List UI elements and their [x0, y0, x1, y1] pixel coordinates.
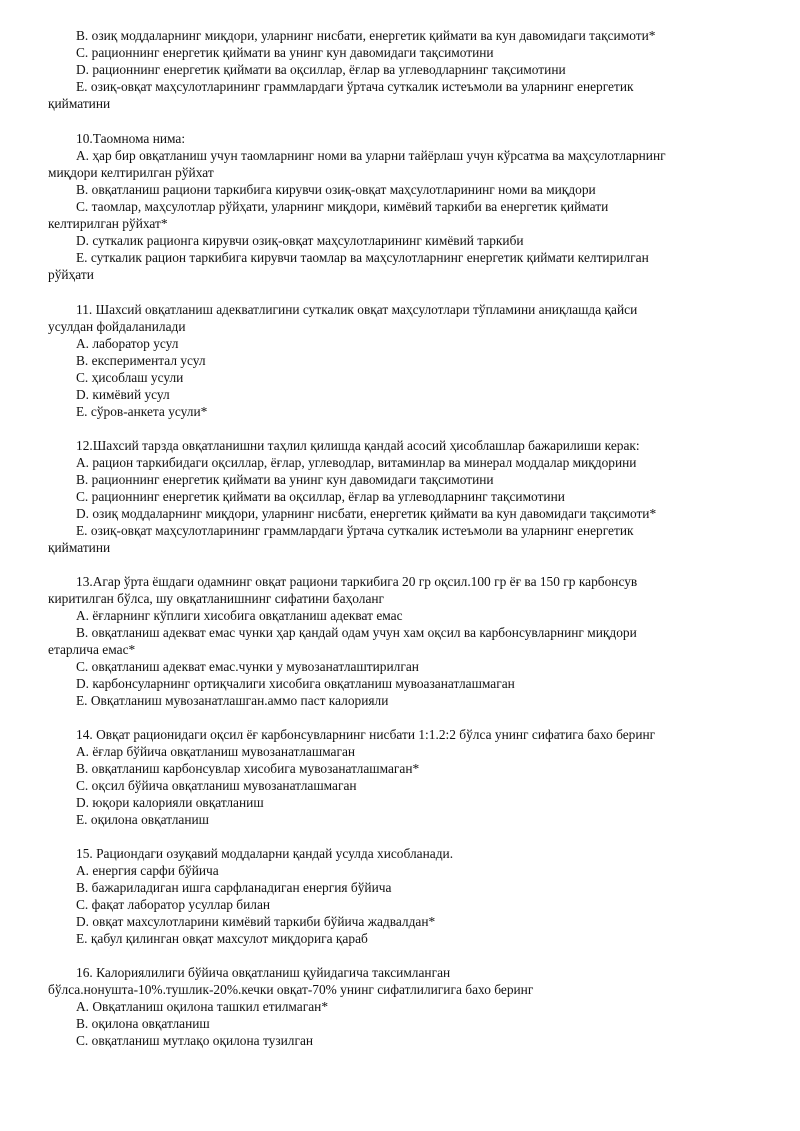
text-line: A. Овқатланиш оқилона ташкил етилмаган* — [76, 999, 329, 1014]
question-block — [48, 726, 748, 828]
text-line: 14. Овқат рационидаги оқсил ёғ карбонсувларнинг нисбати 1:1.2:2 бўлса унинг сифатига бахо беринг — [76, 727, 656, 742]
text-line: 15. Рациондаги озуқавий моддаларни қандай усулда хисобланади. — [76, 846, 454, 861]
text-line: C. овқатланиш мутлақо оқилона тузилган — [76, 1033, 314, 1048]
question-block — [48, 130, 748, 283]
text-line: D. овқат махсулотларини кимёвий таркиби бўйича жадвалдан* — [76, 914, 436, 929]
text-line: C. таомлар, маҳсулотлар рўйҳати, уларнинг миқдори, кимёвий таркиби ва енергетик қиймати — [76, 199, 609, 214]
question-block — [48, 964, 748, 1049]
text-line: A. енергия сарфи бўйича — [76, 863, 219, 878]
question-block — [48, 437, 748, 556]
text-line: A. ёғлар бўйича овқатланиш мувозанатлашмаган — [76, 744, 356, 759]
text-line: B. експериментал усул — [76, 353, 206, 368]
text-line: B. овқатланиш карбонсувлар хисобига мувозанатлашмаган* — [76, 761, 420, 776]
text-line: бўлса.нонушта-10%.тушлик-20%.кечки овқат-70% унинг сифатлилигига бахо беринг — [48, 982, 534, 997]
text-line: 10.Таомнома нима: — [76, 131, 186, 146]
question-block — [48, 301, 748, 420]
text-line: келтирилган рўйхат* — [48, 216, 168, 231]
text-line: усулдан фойдаланилади — [48, 319, 186, 334]
text-line: B. рационнинг енергетик қиймати ва унинг кун давомидаги тақсимотини — [76, 472, 494, 487]
text-line: қийматини — [48, 540, 111, 555]
text-line: C. оқсил бўйича овқатланиш мувозанатлашмаган — [76, 778, 357, 793]
text-line: E. Овқатланиш мувозанатлашган.аммо паст калорияли — [76, 693, 389, 708]
text-line: C. овқатланиш адекват емас.чунки у мувозанатлаштирилган — [76, 659, 419, 674]
text-line: киритилган бўлса, шу овқатланишнинг сифатини баҳоланг — [48, 591, 385, 606]
text-line: B. оқилона овқатланиш — [76, 1016, 210, 1031]
text-line: C. фақат лаборатор усуллар билан — [76, 897, 271, 912]
text-line: E. озиқ-овқат маҳсулотларининг граммлардаги ўртача суткалик истеъмоли ва уларнинг енергетик — [76, 79, 634, 94]
text-line: B. овқатланиш адекват емас чунки ҳар қандай одам учун хам оқсил ва карбонсувларнинг миқдори — [76, 625, 637, 640]
text-line: E. суткалик рацион таркибига кирувчи таомлар ва маҳсулотларнинг енергетик қиймати келтирилган — [76, 250, 649, 265]
text-line: D. суткалик рационга кирувчи озиқ-овқат маҳсулотларининг кимёвий таркиби — [76, 233, 524, 248]
text-line: A. ҳар бир овқатланиш учун таомларнинг номи ва уларни тайёрлаш учун кўрсатма ва маҳсулотларнинг — [76, 148, 666, 163]
text-line: A. рацион таркибидаги оқсиллар, ёғлар, углеводлар, витаминлар ва минерал моддалар миқдорини — [76, 455, 637, 470]
text-line: 13.Агар ўрта ёшдаги одамнинг овқат рациони таркибига 20 гр оқсил.100 гр ёғ ва 150 гр карбонсув — [76, 574, 638, 589]
text-line: рўйҳати — [48, 267, 94, 282]
text-line: 16. Калориялилиги бўйича овқатланиш қуйидагича таксимланган — [76, 965, 451, 980]
text-line: 12.Шахсий тарзда овқатланишни таҳлил қилишда қандай асосий ҳисоблашлар бажарилиши керак: — [76, 438, 640, 453]
text-line: E. қабул қилинган овқат махсулот миқдорига қараб — [76, 931, 368, 946]
text-line: C. ҳисоблаш усули — [76, 370, 184, 385]
text-line: E. сўров-анкета усули* — [76, 404, 208, 419]
text-line: D. кимёвий усул — [76, 387, 170, 402]
question-block — [48, 573, 748, 709]
text-line: A. лаборатор усул — [76, 336, 179, 351]
text-line: миқдори келтирилган рўйхат — [48, 165, 214, 180]
text-line: E. озиқ-овқат маҳсулотларининг граммлардаги ўртача суткалик истеъмоли ва уларнинг енергетик — [76, 523, 634, 538]
text-line: D. озиқ моддаларнинг миқдори, уларнинг нисбати, енергетик қиймати ва кун давомидаги тақсимоти* — [76, 506, 657, 521]
text-line: етарлича емас* — [48, 642, 136, 657]
question-block — [48, 27, 748, 112]
question-block — [48, 845, 748, 947]
text-line: D. юқори калорияли овқатланиш — [76, 795, 264, 810]
text-line: E. оқилона овқатланиш — [76, 812, 209, 827]
text-line: D. карбонсуларнинг ортиқчалиги хисобига овқатланиш мувоазанатлашмаган — [76, 676, 515, 691]
text-line: B. озиқ моддаларнинг миқдори, уларнинг нисбати, енергетик қиймати ва кун давомидаги тақсимоти* — [76, 28, 656, 43]
text-line: C. рационнинг енергетик қиймати ва унинг кун давомидаги тақсимотини — [76, 45, 494, 60]
text-line: C. рационнинг енергетик қиймати ва оқсиллар, ёғлар ва углеводларнинг тақсимотини — [76, 489, 565, 504]
text-line: A. ёғларнинг кўплиги хисобига овқатланиш адекват емас — [76, 608, 403, 623]
text-line: D. рационнинг енергетик қиймати ва оқсиллар, ёғлар ва углеводларнинг тақсимотини — [76, 62, 566, 77]
text-line: қийматини — [48, 96, 111, 111]
text-line: B. овқатланиш рациони таркибига кирувчи озиқ-овқат маҳсулотларининг номи ва миқдори — [76, 182, 596, 197]
text-line: B. бажариладиган ишга сарфланадиган енергия бўйича — [76, 880, 392, 895]
text-line: 11. Шахсий овқатланиш адекватлигини суткалик овқат маҳсулотлари тўпламини аниқлашда қайси — [76, 302, 638, 317]
